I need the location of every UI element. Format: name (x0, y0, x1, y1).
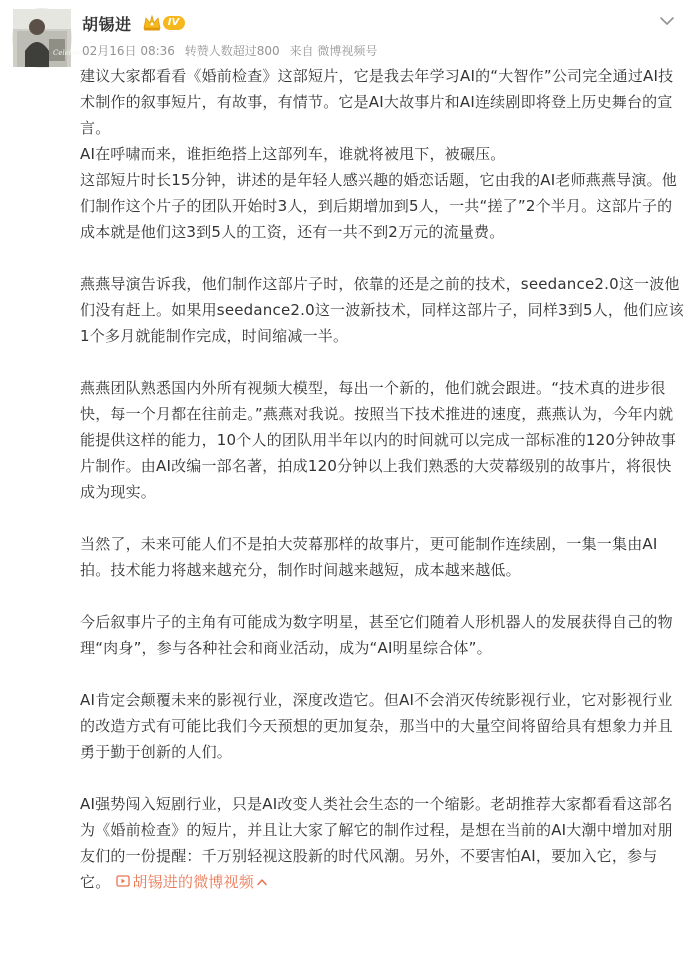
paragraph: 燕燕团队熟悉国内外所有视频大模型，每出一个新的，他们就会跟进。“技术真的进步很快，每一个月都在往前走。”燕燕对我说。按照当下技术推进的速度，燕燕认为，今年内就能提供这样的能力，10个人的团队用半年以内的时间就可以完成一部标准的120分钟故事片制作。由AI改编一部名著，拍成120分钟以上我们熟悉的大荧幕级别的故事片，将很快成为现实。 (80, 379, 676, 501)
author-name[interactable]: 胡锡进 (82, 14, 132, 34)
paragraph: 这部短片时长15分钟，讲述的是年轻人感兴趣的婚恋话题，它由我的AI老师燕燕导演。他们制作这个片子的团队开始时3人，到后期增加到5人，一共“搓了”2个半月。这部片子的成本就是他们这3到5人的工资，还有一共不到2万元的流量费。 (80, 171, 677, 241)
post-time[interactable]: 02月16日 08:36 (82, 44, 175, 58)
post-content (80, 63, 684, 895)
caret-up-icon (256, 877, 268, 887)
repost-count: 转赞人数超过800 (184, 44, 280, 58)
chevron-down-icon[interactable] (658, 14, 676, 28)
post-meta (82, 42, 676, 60)
paragraph: AI在呼啸而来，谁拒绝搭上这部列车，谁就将被甩下，被碾压。 (80, 145, 506, 163)
post-source: 来自 微博视频号 (289, 44, 378, 58)
paragraph: 当然了，未来可能人们不是拍大荧幕那样的故事片，更可能制作连续剧，一集一集由AI拍。技术能力将越来越充分，制作时间越来越短，成本越来越低。 (80, 535, 658, 579)
paragraph: 燕燕导演告诉我，他们制作这部片子时，依靠的还是之前的技术，seedance2.0这一波他们没有赶上。如果用seedance2.0这一波新技术，同样这部片子，同样3到5人，他们应该1个多月就能制作完成，时间缩减一半。 (80, 275, 684, 345)
name-row (82, 10, 676, 36)
avatar-caption: Celebrity (53, 49, 86, 57)
video-source-label: 胡锡进的微博视频 (132, 873, 255, 891)
crown-icon (142, 14, 162, 32)
avatar[interactable] (12, 8, 86, 68)
paragraph: AI肯定会颠覆未来的影视行业，深度改造它。但AI不会消灭传统影视行业，它对影视行业的改造方式有可能比我们今天预想的更加复杂，那当中的大量空间将留给具有想象力并且勇于勤于创新的人们。 (80, 691, 673, 761)
level-badge: IV (163, 16, 185, 30)
paragraph: 建议大家都看看《婚前检查》这部短片，它是我去年学习AI的“大智作”公司完全通过AI技术制作的叙事短片，有故事，有情节。它是AI大故事片和AI连续剧即将登上历史舞台的宣言。 (80, 67, 674, 137)
paragraph-text: AI强势闯入短剧行业，只是AI改变人类社会生态的一个缩影。老胡推荐大家都看看这部名为《婚前检查》的短片，并且让大家了解它的制作过程，是想在当前的AI大潮中增加对朋友们的一份提醒：千万别轻视这股新的时代风潮。另外，不要害怕AI，要加入它，参与它。 (80, 795, 673, 891)
paragraph: 今后叙事片子的主角有可能成为数字明星，甚至它们随着人形机器人的发展获得自己的物理“肉身”，参与各种社会和商业活动，成为“AI明星综合体”。 (80, 613, 673, 657)
post-header (82, 10, 676, 60)
vip-badge[interactable] (142, 14, 185, 32)
last-paragraph (80, 791, 684, 895)
video-icon (116, 874, 130, 888)
video-source-link[interactable] (116, 873, 268, 891)
